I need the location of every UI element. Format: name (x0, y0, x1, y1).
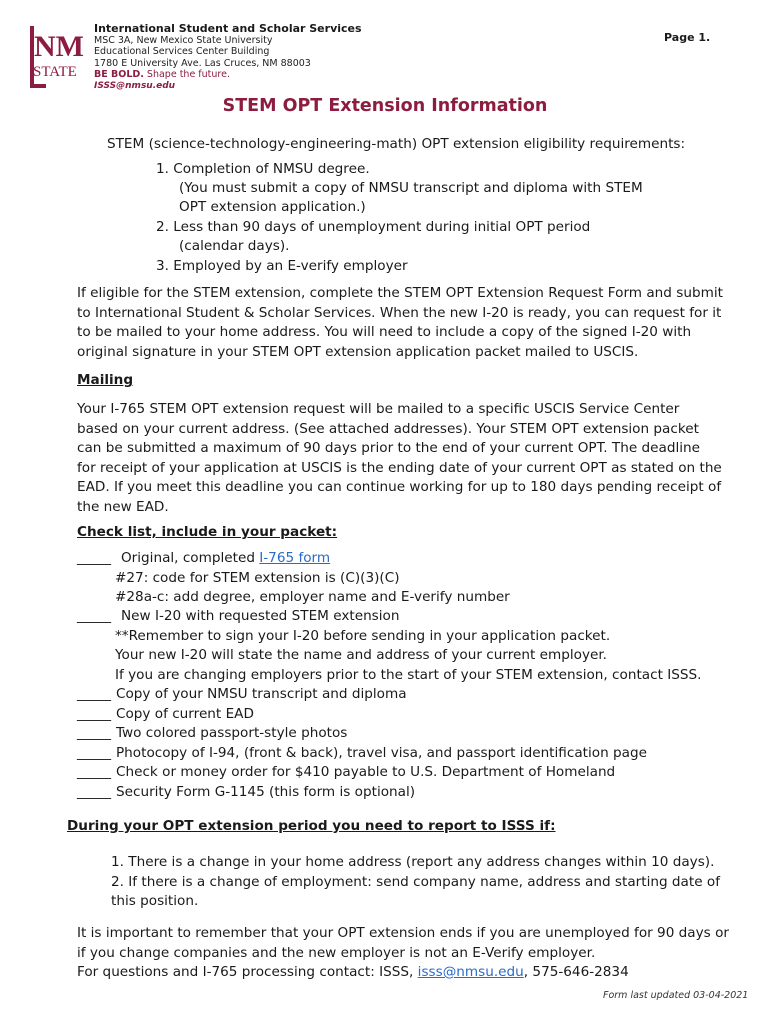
checklist-item-ead (77, 705, 254, 725)
checklist-subitem: **Remember to sign your I-20 before sending in your application packet. (115, 628, 611, 644)
contact-prefix: For questions and I-765 processing contact: ISSS, (77, 964, 418, 980)
checklist-heading: Check list, include in your packet: (77, 524, 338, 540)
checklist-subitem: #28a-c: add degree, employer name and E-verify number (115, 589, 510, 605)
form-updated-note: Form last updated 03-04-2021 (603, 990, 749, 1001)
mailing-line: based on your current address. (See attached addresses). Your STEM OPT extension packet (77, 420, 699, 437)
checklist-item-i20 (77, 607, 399, 627)
eligibility-item-3: 3. Employed by an E-verify employer (156, 258, 408, 274)
eligibility-item-2: 2. Less than 90 days of unemployment during initial OPT period (156, 219, 591, 235)
checklist-item-payment (77, 763, 615, 783)
reporting-item-1: 1. There is a change in your home address (report any address changes within 10 days). (111, 854, 715, 870)
checkbox-blank[interactable]: _____ (77, 784, 111, 800)
reporting-heading: During your OPT extension period you need to report to ISSS if: (67, 818, 556, 834)
mailing-line: EAD. If you meet this deadline you can continue working for up to 180 days pending receipt of (77, 479, 722, 496)
tagline (94, 69, 362, 81)
eligible-line: to International Student & Scholar Services. When the new I-20 is ready, you can request for it (77, 304, 722, 321)
eligibility-item-1-note-a: (You must submit a copy of NMSU transcript and diploma with STEM (179, 180, 643, 196)
checklist-item-label: Photocopy of I-94, (front & back), travel visa, and passport identification page (115, 745, 647, 761)
address-line-3: 1780 E University Ave. Las Cruces, NM 88003 (94, 57, 311, 69)
contact-suffix: , 575-646-2834 (523, 964, 629, 980)
org-title: International Student and Scholar Services (94, 22, 362, 35)
mailing-line: Your I-765 STEM OPT extension request will be mailed to a specific USCIS Service Center (77, 401, 680, 417)
eligibility-intro: STEM (science-technology-engineering-math) OPT extension eligibility requirements: (107, 136, 686, 152)
mailing-line: for receipt of your application at USCIS is the ending date of your current OPT as stated on the (77, 459, 722, 476)
checklist-item-photos (77, 724, 347, 744)
eligibility-item-1: 1. Completion of NMSU degree. (156, 161, 370, 177)
checkbox-blank[interactable]: _____ (77, 706, 111, 722)
checklist-item-i765 (77, 549, 330, 569)
checklist-item-label: Check or money order for $410 payable to U.S. Department of Homeland (115, 764, 616, 780)
eligible-line: If eligible for the STEM extension, complete the STEM OPT Extension Request Form and submit (77, 285, 723, 301)
address-line-1: MSC 3A, New Mexico State University (94, 34, 273, 46)
isss-email-link[interactable]: isss@nmsu.edu (417, 964, 524, 980)
checklist-item-label: Security Form G-1145 (this form is optional) (115, 784, 416, 800)
closing-contact (77, 963, 629, 983)
checkbox-blank[interactable]: _____ (77, 686, 111, 702)
checklist-item-label: New I-20 with requested STEM extension (120, 608, 400, 624)
checkbox-blank[interactable]: _____ (77, 608, 111, 624)
nmsu-logo (28, 24, 90, 88)
closing-line-1: It is important to remember that your OPT extension ends if you are unemployed for 90 days or (77, 925, 729, 941)
eligible-paragraph (77, 284, 723, 362)
page-title: STEM OPT Extension Information (222, 96, 548, 116)
tagline-rest: Shape the future. (143, 69, 230, 80)
checklist-item-transcript (77, 685, 407, 705)
logo-text-top: NM (34, 30, 84, 63)
reporting-item-2: 2. If there is a change of employment: send company name, address and starting date of (111, 874, 720, 890)
checkbox-blank[interactable]: _____ (77, 725, 111, 741)
header-block (94, 23, 362, 92)
closing-line-2: if you change companies and the new employer is not an E-Verify employer. (77, 945, 596, 961)
checklist-item-label: Original, completed (120, 550, 260, 566)
checkbox-blank[interactable]: _____ (77, 764, 111, 780)
checklist-item-label: Two colored passport-style photos (115, 725, 348, 741)
checkbox-blank[interactable]: _____ (77, 745, 111, 761)
i765-form-link[interactable]: I-765 form (259, 550, 331, 566)
eligible-line: to be mailed to your home address. You will need to include a copy of the signed I-20 with (77, 324, 692, 341)
checklist-subitem: Your new I-20 will state the name and address of your current employer. (115, 647, 608, 663)
checklist-item-label: Copy of your NMSU transcript and diploma (115, 686, 407, 702)
mailing-heading: Mailing (77, 372, 134, 388)
reporting-item-2-cont: this position. (111, 893, 199, 909)
checklist-subitem: If you are changing employers prior to the start of your STEM extension, contact ISSS. (115, 667, 702, 683)
mailing-line: can be submitted a maximum of 90 days prior to the end of your current OPT. The deadline (77, 440, 701, 457)
checklist-subitem: #27: code for STEM extension is (C)(3)(C) (115, 570, 400, 586)
checklist-item-i94 (77, 744, 647, 764)
mailing-line: the new EAD. (77, 498, 169, 515)
eligibility-item-2-note: (calendar days). (179, 238, 290, 254)
checkbox-blank[interactable]: _____ (77, 550, 111, 566)
eligible-line: original signature in your STEM OPT extension application packet mailed to USCIS. (77, 343, 639, 360)
tagline-bold: BE BOLD. (94, 69, 144, 80)
page-number: Page 1. (664, 31, 711, 44)
checklist-item-label: Copy of current EAD (115, 706, 254, 722)
mailing-paragraph (77, 400, 722, 518)
header-email: ISSS@nmsu.edu (94, 80, 176, 91)
checklist-item-g1145 (77, 783, 415, 803)
address-line-2: Educational Services Center Building (94, 46, 270, 57)
eligibility-item-1-note-b: OPT extension application.) (179, 199, 366, 215)
logo-text-bottom: STATE (33, 64, 77, 80)
